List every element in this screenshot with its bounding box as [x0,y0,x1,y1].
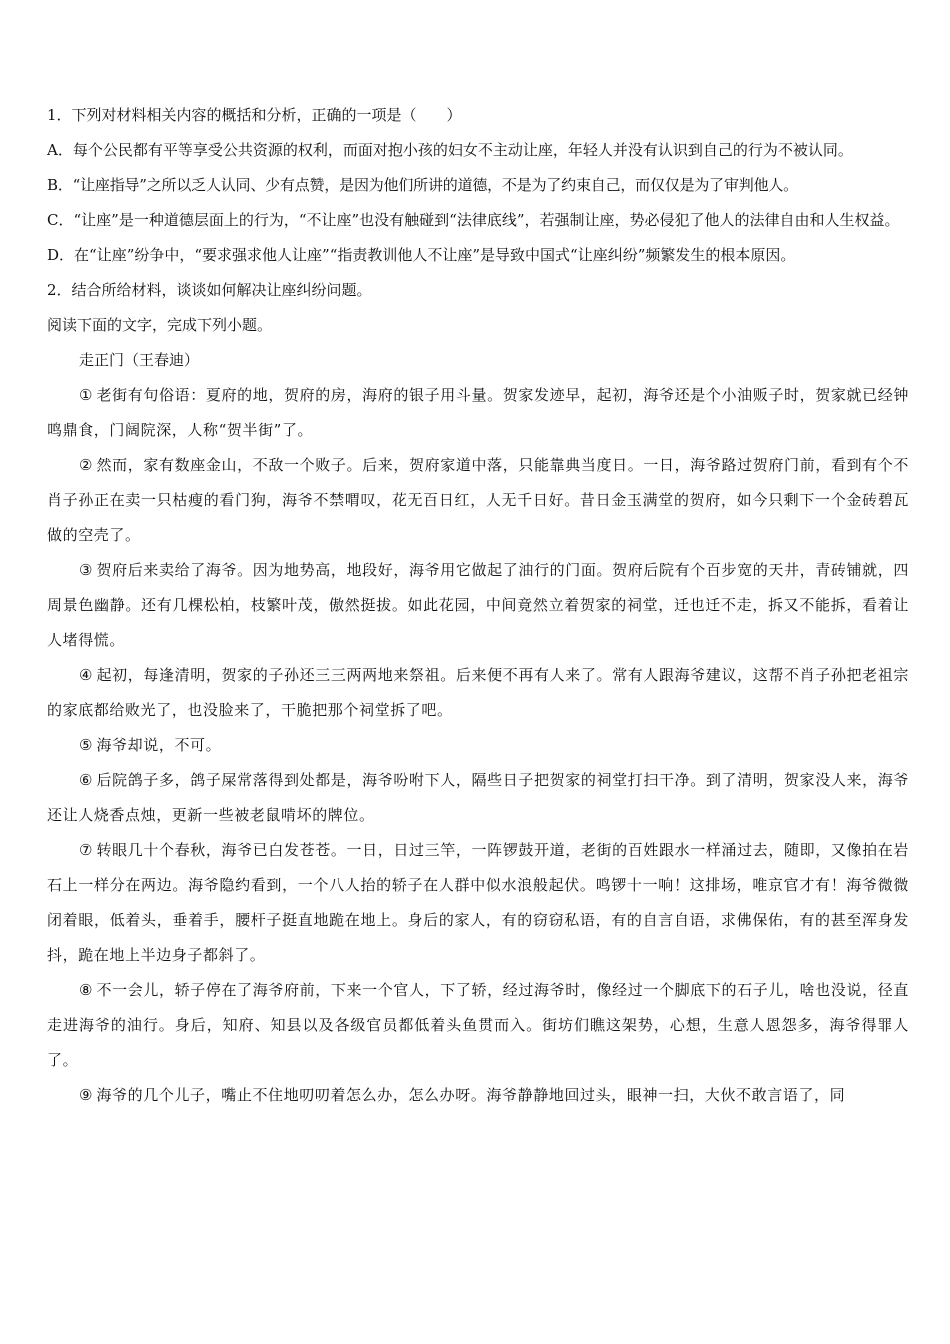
reading-instruction: 阅读下面的文字，完成下列小题。 [47,316,273,334]
question-1-option-a: A．每个公民都有平等享受公共资源的权利，而面对抱小孩的妇女不主动让座，年轻人并没有认识到自己的行为不被认同。 [47,141,853,159]
paragraph-text: 不一会儿，轿子停在了海爷府前，下来一个官人，下了轿，经过海爷时，像经过一个脚底下的石子儿，啥也没说，径直走进海爷的油行。身后，知府、知县以及各级官员都低着头鱼贯而入。街坊们瞧这架势，心想，生意人恩怨多，海爷得罪人了。 [47,981,909,1069]
document-body [47,98,909,1113]
story-paragraph [47,448,909,553]
question-1-option-c: C．“让座”是一种道德层面上的行为，“不让座”也没有触碰到“法律底线”，若强制让座，势必侵犯了他人的法律自由和人生权益。 [47,211,900,229]
paragraph-text: 后院鸽子多，鸽子屎常落得到处都是，海爷吩咐下人，隔些日子把贺家的祠堂打扫干净。到了清明，贺家没人来，海爷还让人烧香点烛，更新一些被老鼠啃坏的牌位。 [47,771,909,824]
story-paragraph [47,1078,909,1113]
paragraph-number: ④ [79,666,93,684]
question-1-option-b: B．“让座指导”之所以乏人认同、少有点赞，是因为他们所讲的道德，不是为了约束自己，而仅仅是为了审判他人。 [47,176,798,194]
story-paragraph [47,973,909,1078]
paragraph-text: 贺府后来卖给了海爷。因为地势高，地段好，海爷用它做起了油行的门面。贺府后院有个百步宽的天井，青砖铺就，四周景色幽静。还有几棵松柏，枝繁叶茂，傲然挺拔。如此花园，中间竟然立着贺家的祠堂，迁也迁不走，拆又不能拆，看着让人堵得慌。 [47,561,909,649]
story-paragraph [47,728,909,763]
paragraph-number: ② [79,456,93,474]
story-paragraph [47,378,909,448]
paragraph-text: 转眼几十个春秋，海爷已白发苍苍。一日，日过三竿，一阵锣鼓开道，老街的百姓跟水一样涌过去，随即，又像拍在岩石上一样分在两边。海爷隐约看到，一个八人抬的轿子在人群中似水浪般起伏。鸣锣十一响！这排场，唯京官才有！海爷微微闭着眼，低着头，垂着手，腰杆子挺直地跪在地上。身后的家人，有的窃窃私语，有的自言自语，求佛保佑，有的甚至浑身发抖，跪在地上半边身子都斜了。 [47,841,909,964]
question-1-option-d: D．在“让座”纷争中，“要求强求他人让座”“指责教训他人不让座”是导致中国式“让座纠纷”频繁发生的根本原因。 [47,246,796,264]
story-paragraph [47,763,909,833]
paragraph-number: ⑨ [79,1086,93,1104]
story-title: 走正门（王春迪） [79,351,200,369]
paragraph-number: ⑧ [79,981,93,999]
paragraph-text: 海爷的几个儿子，嘴止不住地叨叨着怎么办，怎么办呀。海爷静静地回过头，眼神一扫，大伙不敢言语了，同 [96,1086,846,1104]
paragraph-number: ⑦ [79,841,93,859]
paragraph-number: ① [79,386,93,404]
question-2-stem: 2．结合所给材料，谈谈如何解决让座纠纷问题。 [47,281,372,299]
paragraph-text: 起初，每逢清明，贺家的子孙还三三两两地来祭祖。后来便不再有人来了。常有人跟海爷建议，这帮不肖子孙把老祖宗的家底都给败光了，也没脸来了，干脆把那个祠堂拆了吧。 [47,666,909,719]
paragraph-text: 老街有句俗语：夏府的地，贺府的房，海府的银子用斗量。贺家发迹早，起初，海爷还是个小油贩子时，贺家就已经钟鸣鼎食，门阔院深，人称“贺半街”了。 [47,386,909,439]
story-paragraph [47,553,909,658]
question-1-stem: 1．下列对材料相关内容的概括和分析，正确的一项是（ ） [47,106,462,124]
paragraph-number: ⑤ [79,736,93,754]
paragraph-text: 海爷却说，不可。 [96,736,222,754]
paragraph-text: 然而，家有数座金山，不敌一个败子。后来，贺府家道中落，只能靠典当度日。一日，海爷路过贺府门前，看到有个不肖子孙正在卖一只枯瘦的看门狗，海爷不禁喟叹，花无百日红，人无千日好。昔日金玉满堂的贺府，如今只剩下一个金砖碧瓦做的空壳了。 [47,456,909,544]
paragraph-number: ⑥ [79,771,93,789]
story-paragraph [47,833,909,973]
story-paragraph [47,658,909,728]
paragraph-number: ③ [79,561,93,579]
